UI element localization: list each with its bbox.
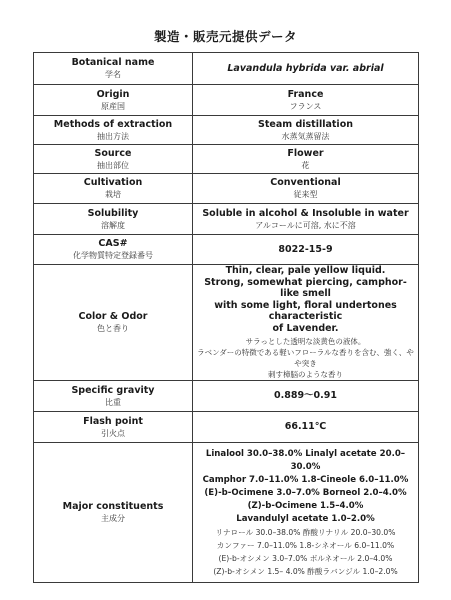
value-ja: フランス: [289, 101, 322, 111]
label-ja: 引火点: [101, 428, 125, 438]
value-cell: [193, 412, 419, 443]
value-cell: [193, 53, 419, 85]
table-row-botanical-name: [34, 53, 419, 85]
label-ja: 抽出方法: [97, 131, 129, 141]
value-en-line: Camphor 7.0–11.0% 1.8-Cineole 6.0–11.0%: [202, 474, 409, 485]
label-cell: [34, 85, 193, 116]
value-en: 66.11℃: [284, 421, 327, 432]
value-en: Steam distillation: [258, 118, 353, 130]
value-cell: [193, 381, 419, 412]
value-ja-line: (Z)-b-オシメン 1.5– 4.0% 酢酸ラバンジル 1.0–2.0%: [213, 566, 398, 576]
value-en-line: (Z)-b-Ocimene 1.5–4.0%: [247, 500, 364, 511]
value-cell: [193, 265, 419, 381]
value-ja-line: (E)-b-オシメン 3.0–7.0% ボルネオール 2.0–4.0%: [218, 553, 393, 563]
label-cell: [34, 443, 193, 583]
label-en: Flash point: [83, 415, 143, 427]
value-en: France: [287, 88, 324, 100]
label-ja: 主成分: [101, 514, 125, 523]
value-en-line: Linalool 30.0–38.0% Linalyl acetate 20.0–30.0%: [205, 448, 406, 472]
label-cell: [34, 412, 193, 443]
value-en-line: Lavandulyl acetate 1.0–2.0%: [236, 513, 375, 524]
table-row-origin: [34, 85, 419, 116]
table-row-flash-point: [34, 412, 419, 443]
value-ja: アルコールに可溶, 水に不溶: [255, 220, 356, 230]
value-ja: 従来型: [293, 190, 318, 199]
label-ja: 溶解度: [101, 220, 125, 230]
label-cell: [34, 235, 193, 265]
label-ja: 比重: [105, 397, 121, 407]
value-cell: [193, 174, 419, 204]
value-en: Soluble in alcohol & Insoluble in water: [202, 207, 409, 219]
value-en: Flower: [287, 147, 324, 159]
value-cell: [193, 116, 419, 145]
table-row-color-odor: [34, 265, 419, 381]
value-cell: [193, 235, 419, 265]
table-row-major-constituents: [34, 443, 419, 583]
value-en-line: Strong, somewhat piercing, camphor-like smell: [204, 276, 407, 299]
value-ja-line: カンファー 7.0–11.0% 1.8-シネオール 6.0–11.0%: [216, 540, 395, 550]
value-ja: 花: [301, 160, 310, 170]
label-ja: 化学物質特定登録番号: [73, 251, 153, 260]
label-cell: [34, 265, 193, 381]
value-cell: [193, 204, 419, 235]
label-cell: [34, 174, 193, 204]
label-cell: [34, 204, 193, 235]
table-row-solubility: [34, 204, 419, 235]
label-en: Source: [94, 147, 132, 159]
spec-table: [33, 52, 419, 583]
label-en: CAS#: [98, 238, 128, 249]
value-en: Lavandula hybrida var. abrial: [227, 62, 384, 74]
label-en: Botanical name: [71, 57, 155, 68]
table-row-extraction: [34, 116, 419, 145]
value-ja: 水蒸気蒸留法: [281, 131, 330, 141]
value-en-line: of Lavender.: [272, 322, 339, 334]
label-en: Solubility: [87, 207, 139, 219]
value-ja-line: 刺す樟脳のような香り: [268, 370, 343, 379]
label-en: Origin: [96, 88, 130, 100]
value-ja-line: ラベンダーの特徴である軽いフローラルな香りを含む、強く、やや突き: [197, 348, 414, 368]
table-row-cas: [34, 235, 419, 265]
value-en-line: Thin, clear, pale yellow liquid.: [225, 265, 386, 276]
label-cell: [34, 145, 193, 174]
label-ja: 原産国: [101, 101, 125, 111]
label-cell: [34, 116, 193, 145]
table-row-specific-gravity: [34, 381, 419, 412]
label-ja: 学名: [105, 70, 121, 79]
value-en: 0.889～0.91: [274, 390, 337, 401]
value-ja-line: リナロール 30.0–38.0% 酢酸リナリル 20.0–30.0%: [215, 527, 396, 537]
label-en: Color & Odor: [78, 311, 148, 322]
label-ja: 抽出部位: [97, 160, 129, 170]
value-ja-line: サラっとした透明な淡黄色の液体。: [245, 337, 366, 346]
label-en: Cultivation: [83, 177, 143, 188]
label-en: Specific gravity: [71, 384, 155, 396]
value-en-line: with some light, floral undertones characteristic: [214, 299, 397, 322]
value-cell: [193, 145, 419, 174]
label-en: Methods of extraction: [53, 118, 173, 130]
table-row-cultivation: [34, 174, 419, 204]
label-cell: [34, 53, 193, 85]
value-en-line: (E)-b-Ocimene 3.0–7.0% Borneol 2.0–4.0%: [204, 487, 407, 498]
label-cell: [34, 381, 193, 412]
value-en: 8022-15-9: [278, 243, 333, 255]
label-ja: 色と香り: [97, 324, 129, 333]
value-en: Conventional: [270, 177, 341, 188]
value-cell: [193, 85, 419, 116]
label-ja: 栽培: [105, 190, 121, 199]
page-title: 製造・販売元提供データ: [153, 29, 297, 44]
table-row-source: [34, 145, 419, 174]
value-cell: [193, 443, 419, 583]
label-en: Major constituents: [62, 501, 164, 512]
